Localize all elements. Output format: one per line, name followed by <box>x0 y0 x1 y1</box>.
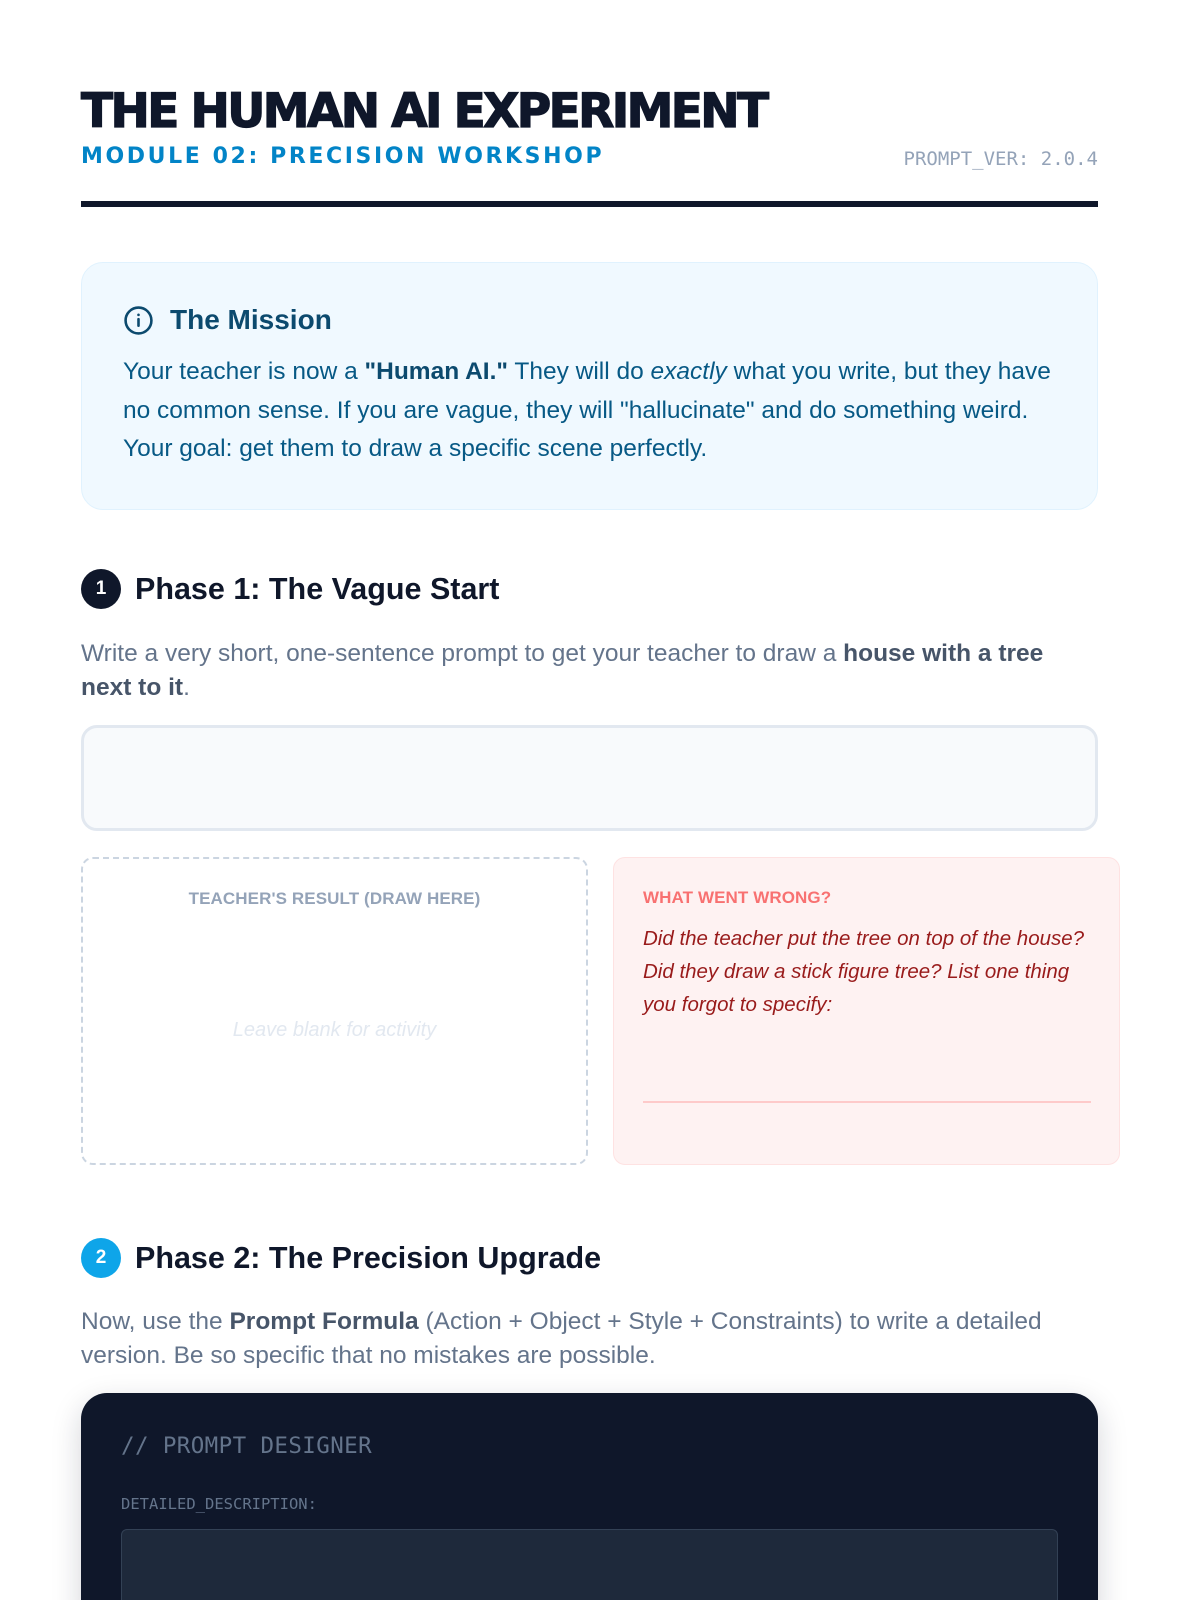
module-subtitle: MODULE 02: PRECISION WORKSHOP <box>81 144 605 169</box>
page-title: THE HUMAN AI EXPERIMENT <box>81 84 767 139</box>
answer-line[interactable] <box>643 1101 1091 1103</box>
prompt-version: PROMPT_VER: 2.0.4 <box>903 148 1098 170</box>
phase-1-badge: 1 <box>81 569 121 609</box>
info-icon <box>123 305 154 336</box>
vague-prompt-input[interactable] <box>81 725 1098 831</box>
teacher-result-placeholder: Leave blank for activity <box>232 1019 437 1041</box>
phase-1-description-bold: house with a tree next to it <box>81 640 1044 701</box>
mission-bold-text: "Human AI." <box>364 358 509 385</box>
phase-1-description: Write a very short, one-sentence prompt to get your teacher to draw a house with a tree next to it. <box>81 640 1044 701</box>
detailed-description-label: DETAILED_DESCRIPTION: <box>121 1495 317 1513</box>
what-went-wrong-label: WHAT WENT WRONG? <box>643 888 832 907</box>
what-went-wrong-text: Did the teacher put the tree on top of the house? Did they draw a stick figure tree? List one thing you forgot to specify: <box>643 927 1085 1016</box>
what-went-wrong-card <box>613 857 1120 1165</box>
teacher-result-area[interactable] <box>81 857 588 1165</box>
phase-2-description: Now, use the Prompt Formula (Action + Object + Style + Constraints) to write a detailed version. Be so specific that no mistakes are possible. <box>81 1308 1042 1369</box>
mission-italic-text: exactly <box>650 358 727 385</box>
page-header <box>81 84 1098 207</box>
mission-header <box>123 303 1057 337</box>
mission-text: Your teacher is now a "Human AI." They will do exactly what you write, but they have no common sense. If you are vague, they will "hallucinate" and do something weird. Your goal: get them to draw a specific scene perfectly. <box>123 358 1051 462</box>
phase-1-title: Phase 1: The Vague Start <box>135 571 500 606</box>
phase-2-title: Phase 2: The Precision Upgrade <box>135 1240 602 1275</box>
detailed-description-textarea[interactable] <box>121 1529 1058 1600</box>
mission-box <box>81 262 1098 510</box>
mission-title: The Mission <box>170 304 332 335</box>
prompt-designer-title: // PROMPT DESIGNER <box>121 1433 373 1459</box>
phase-2-badge: 2 <box>81 1238 121 1278</box>
prompt-designer-panel <box>81 1393 1098 1600</box>
phase-1-header <box>81 569 499 609</box>
phase-2-header <box>81 1238 601 1278</box>
phase-2-description-bold: Prompt Formula <box>229 1308 419 1335</box>
teacher-result-label: TEACHER'S RESULT (DRAW HERE) <box>188 889 481 908</box>
